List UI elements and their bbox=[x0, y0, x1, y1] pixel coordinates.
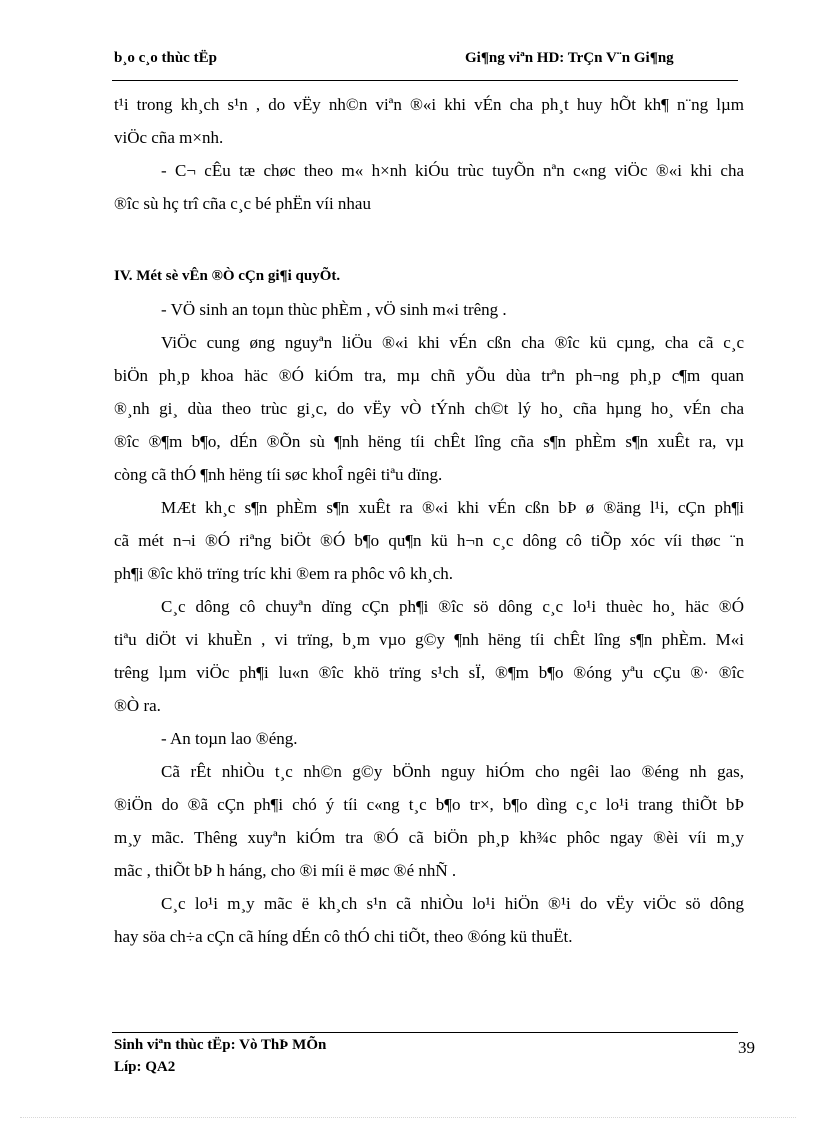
paragraph-8 bbox=[114, 755, 744, 887]
paragraph-1 bbox=[114, 88, 744, 154]
text-line: mãc , thiÕt bÞ h háng, cho ®i míi ë møc ®é nhÑ . bbox=[114, 861, 457, 880]
text-line: ®Ò ra. bbox=[114, 696, 161, 715]
header-report-title: b¸o c¸o thùc tËp bbox=[114, 50, 217, 66]
text-line: C¸c lo¹i m¸y mãc ë kh¸ch s¹n cã nhiÒu lo¹i hiÖn ®¹i do vËy viÖc sö dông bbox=[161, 894, 744, 913]
text-line: ®¸nh gi¸ dùa theo trùc gi¸c, do vËy vÒ tÝnh ch©t lý ho¸ cña hµng ho¸ vÉn cha bbox=[114, 399, 744, 418]
text-line: cã mét n¬i ®Ó riªng biÖt ®Ó b¶o qu¶n kü h¬n c¸c dông cô tiÕp xóc víi thøc ¨n bbox=[114, 531, 744, 550]
footer-student-name: Sinh viªn thùc tËp: Vò ThÞ MÕn bbox=[114, 1037, 327, 1053]
page-number: 39 bbox=[738, 1038, 755, 1057]
text-line: MÆt kh¸c s¶n phÈm s¶n xuÊt ra ®«i khi vÉn cßn bÞ ø ®äng l¹i, cÇn ph¶i bbox=[161, 498, 744, 517]
text-line: C¸c dông cô chuyªn dïng cÇn ph¶i ®îc sö dông c¸c lo¹i thuèc ho¸ häc ®Ó bbox=[161, 597, 744, 616]
text-line: ViÖc cung øng nguyªn liÖu ®«i khi vÉn cßn cha ®îc kü cµng, cha cã c¸c bbox=[161, 333, 744, 352]
text-line: Cã rÊt nhiÒu t¸c nh©n g©y bÖnh nguy hiÓm cho ngêi lao ®éng nh gas, bbox=[161, 762, 744, 781]
paragraph-5 bbox=[114, 491, 744, 590]
text-line: m¸y mãc. Thêng xuyªn kiÓm tra ®Ó cã biÖn ph¸p kh¾c phôc ngay ®èi víi m¸y bbox=[114, 828, 744, 847]
section-spacer bbox=[114, 220, 744, 260]
text-line: viÖc cña m×nh. bbox=[114, 128, 224, 147]
text-line: ®iÖn do ®ã cÇn ph¶i chó ý tíi c«ng t¸c b¶o tr×, b¶o dìng c¸c lo¹i trang thiÕt bÞ bbox=[114, 795, 744, 814]
text-line: biÖn ph¸p khoa häc ®Ó kiÓm tra, mµ chñ yÕu dùa trªn ph¬ng ph¸p c¶m quan bbox=[114, 366, 744, 385]
section-heading: IV. Mét sè vÊn ®Ò cÇn gi¶i quyÕt. bbox=[114, 268, 341, 284]
text-line: trêng lµm viÖc ph¶i lu«n ®îc khö trïng s¹ch sÏ, ®¶m b¶o ®óng yªu cÇu ®· ®îc bbox=[114, 663, 744, 682]
paragraph-4 bbox=[114, 326, 744, 491]
text-line: hay söa ch÷a cÇn cã híng dÉn cô thÓ chi tiÕt, theo ®óng kü thuËt. bbox=[114, 927, 573, 946]
text-line: ph¶i ®îc khö trïng tríc khi ®em ra phôc vô kh¸ch. bbox=[114, 564, 453, 583]
header-divider bbox=[112, 80, 738, 81]
paragraph-3 bbox=[114, 293, 744, 326]
text-line: - C¬ cÊu tæ chøc theo m« h×nh kiÓu trùc tuyÕn nªn c«ng viÖc ®«i khi cha bbox=[161, 161, 744, 180]
paragraph-7 bbox=[114, 722, 744, 755]
paragraph-2 bbox=[114, 154, 744, 220]
paragraph-6 bbox=[114, 590, 744, 722]
text-line: t¹i trong kh¸ch s¹n , do vËy nh©n viªn ®«i khi vÉn cha ph¸t huy hÕt kh¶ n¨ng lµm bbox=[114, 95, 744, 114]
page-edge-dotted-line bbox=[20, 1117, 796, 1118]
text-line: ®îc ®¶m b¶o, dÉn ®Õn sù ¶nh hëng tíi chÊt lîng cña s¶n phÈm s¶n xuÊt ra, vµ bbox=[114, 432, 744, 451]
text-line: tiªu diÖt vi khuÈn , vi trïng, b¸m vµo g©y ¶nh hëng tíi chÊt lîng s¶n phÈm. M«i bbox=[114, 630, 744, 649]
header-supervisor: Gi¶ng viªn HD: TrÇn V¨n Gi¶ng bbox=[465, 50, 674, 66]
document-body bbox=[114, 88, 744, 953]
footer-class: Líp: QA2 bbox=[114, 1059, 176, 1075]
paragraph-9 bbox=[114, 887, 744, 953]
text-line: còng cã thÓ ¶nh hëng tíi søc khoÎ ngêi tiªu dïng. bbox=[114, 465, 443, 484]
text-line: - VÖ sinh an toµn thùc phÈm , vÖ sinh m«i trêng . bbox=[161, 300, 507, 319]
footer-divider bbox=[112, 1032, 738, 1033]
text-line: - An toµn lao ®éng. bbox=[161, 729, 298, 748]
text-line: ®îc sù hç trî cña c¸c bé phËn víi nhau bbox=[114, 194, 371, 213]
